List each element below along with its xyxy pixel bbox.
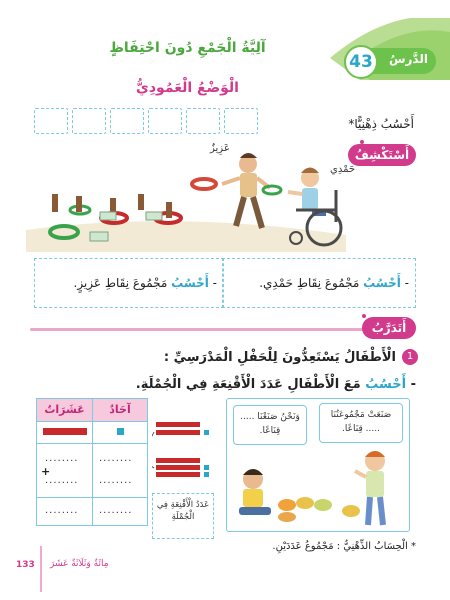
lesson-label: الدَّرسُ [388, 52, 428, 66]
unit-block [117, 428, 125, 436]
task-verb: أَحْسُبُ [363, 276, 401, 290]
answer-dots[interactable]: ........ [99, 475, 133, 486]
section-divider [30, 328, 390, 331]
answer-box[interactable] [34, 108, 68, 134]
footnote: * الْحِسَابُ الذِّهْنِيُّ : مَجْمُوعُ عَدَدَيْنِ. [272, 541, 416, 552]
answer-box[interactable] [72, 108, 106, 134]
bubble-line: قِنَاعًا. [259, 426, 281, 436]
task-aziz: - أَحْسُبُ مَجْمُوعَ نِقَاطِ عَزِيزٍ. [34, 258, 224, 308]
answer-dots[interactable]: ........ [45, 453, 79, 464]
answer-box[interactable] [110, 108, 144, 134]
masks-total-caption: عَدَدُ الْأَقْنِعَةِ فِي الْجُمْلَةِ [152, 493, 214, 539]
page-margin-line [40, 546, 42, 592]
bubble-line: صَنَعَتْ مَجْمُوعَتُنَا [330, 410, 392, 420]
problem-text: الْأَطْفَالُ يَسْتَعِدُّونَ لِلْحَفْلِ الْمَدْرَسِيِّ : [163, 350, 396, 365]
answer-dots[interactable]: ........ [99, 505, 133, 516]
answer-box[interactable] [224, 108, 258, 134]
explore-tasks [34, 258, 416, 308]
task-text: مَجْمُوعَ نِقَاطِ عَزِيزٍ. [73, 276, 168, 290]
task-hamdi: - أَحْسُبُ مَجْمُوعَ نِقَاطِ حَمْدِي. [222, 258, 416, 308]
page-number-words: مِائَةٌ وَثَلَاثَةٌ عَشَرَ [50, 559, 109, 569]
lesson-subtitle: الْوَضْعُ الْعَمُودِيُّ [136, 80, 239, 96]
answer-dots[interactable]: ........ [45, 505, 79, 516]
name-aziz: عَزِيزٌ [210, 143, 230, 154]
plus-sign: + [41, 465, 51, 478]
tens-blocks [43, 428, 87, 436]
speech-bubble-right [319, 403, 403, 443]
bubble-line: ..... قِنَاعًا. [342, 424, 380, 434]
instruction-text: مَعَ الْأَطْفَالِ عَدَدَ الْأَقْنِعَةِ فِي الْجُمْلَةِ. [135, 377, 361, 392]
table-grid [92, 399, 93, 525]
answer-dots[interactable]: ........ [45, 475, 79, 486]
answer-box[interactable] [186, 108, 220, 134]
col-units-header: آحَادٌ [93, 399, 147, 421]
col-tens-header: عَشَرَاتٌ [37, 399, 92, 421]
place-value-table [36, 398, 148, 526]
name-hamdi: حَمْدِي [330, 164, 356, 175]
practice-badge: أَتَدَرَّبُ [362, 317, 416, 339]
children-drawing [227, 445, 409, 531]
ring-toss-illustration [26, 140, 346, 252]
explore-badge: أَسْتَكْشِفُ [348, 144, 416, 166]
page-number: 133 [16, 560, 35, 570]
bubble-line: وَنَحْنُ صَنَعْنَا ..... [240, 412, 300, 422]
instruction: - أَحْسُبُ مَعَ الْأَطْفَالِ عَدَدَ الْأَقْنِعَةِ فِي الْجُمْلَةِ. [135, 377, 416, 392]
task-verb: أَحْسُبُ [171, 276, 209, 290]
lesson-number: 43 [344, 45, 378, 79]
mental-calc-label: أَحْسُبُ ذِهْنِيًّا* [348, 117, 414, 131]
speech-bubble-left [233, 405, 307, 445]
task-text: مَجْمُوعَ نِقَاطِ حَمْدِي. [259, 276, 360, 290]
table-grid [37, 443, 147, 444]
children-masks-illustration [226, 398, 410, 532]
exercise-number: 1 [402, 349, 418, 365]
instruction-verb: أَحْسُبُ [365, 377, 407, 392]
lesson-title: آلِيَّةُ الْجَمْعِ دُونَ احْتِفَاظٍ [109, 40, 266, 56]
table-grid [37, 421, 147, 422]
badge-dot [362, 314, 366, 318]
answer-dots[interactable]: ........ [99, 453, 133, 464]
table-grid [37, 497, 147, 498]
answer-box[interactable] [148, 108, 182, 134]
